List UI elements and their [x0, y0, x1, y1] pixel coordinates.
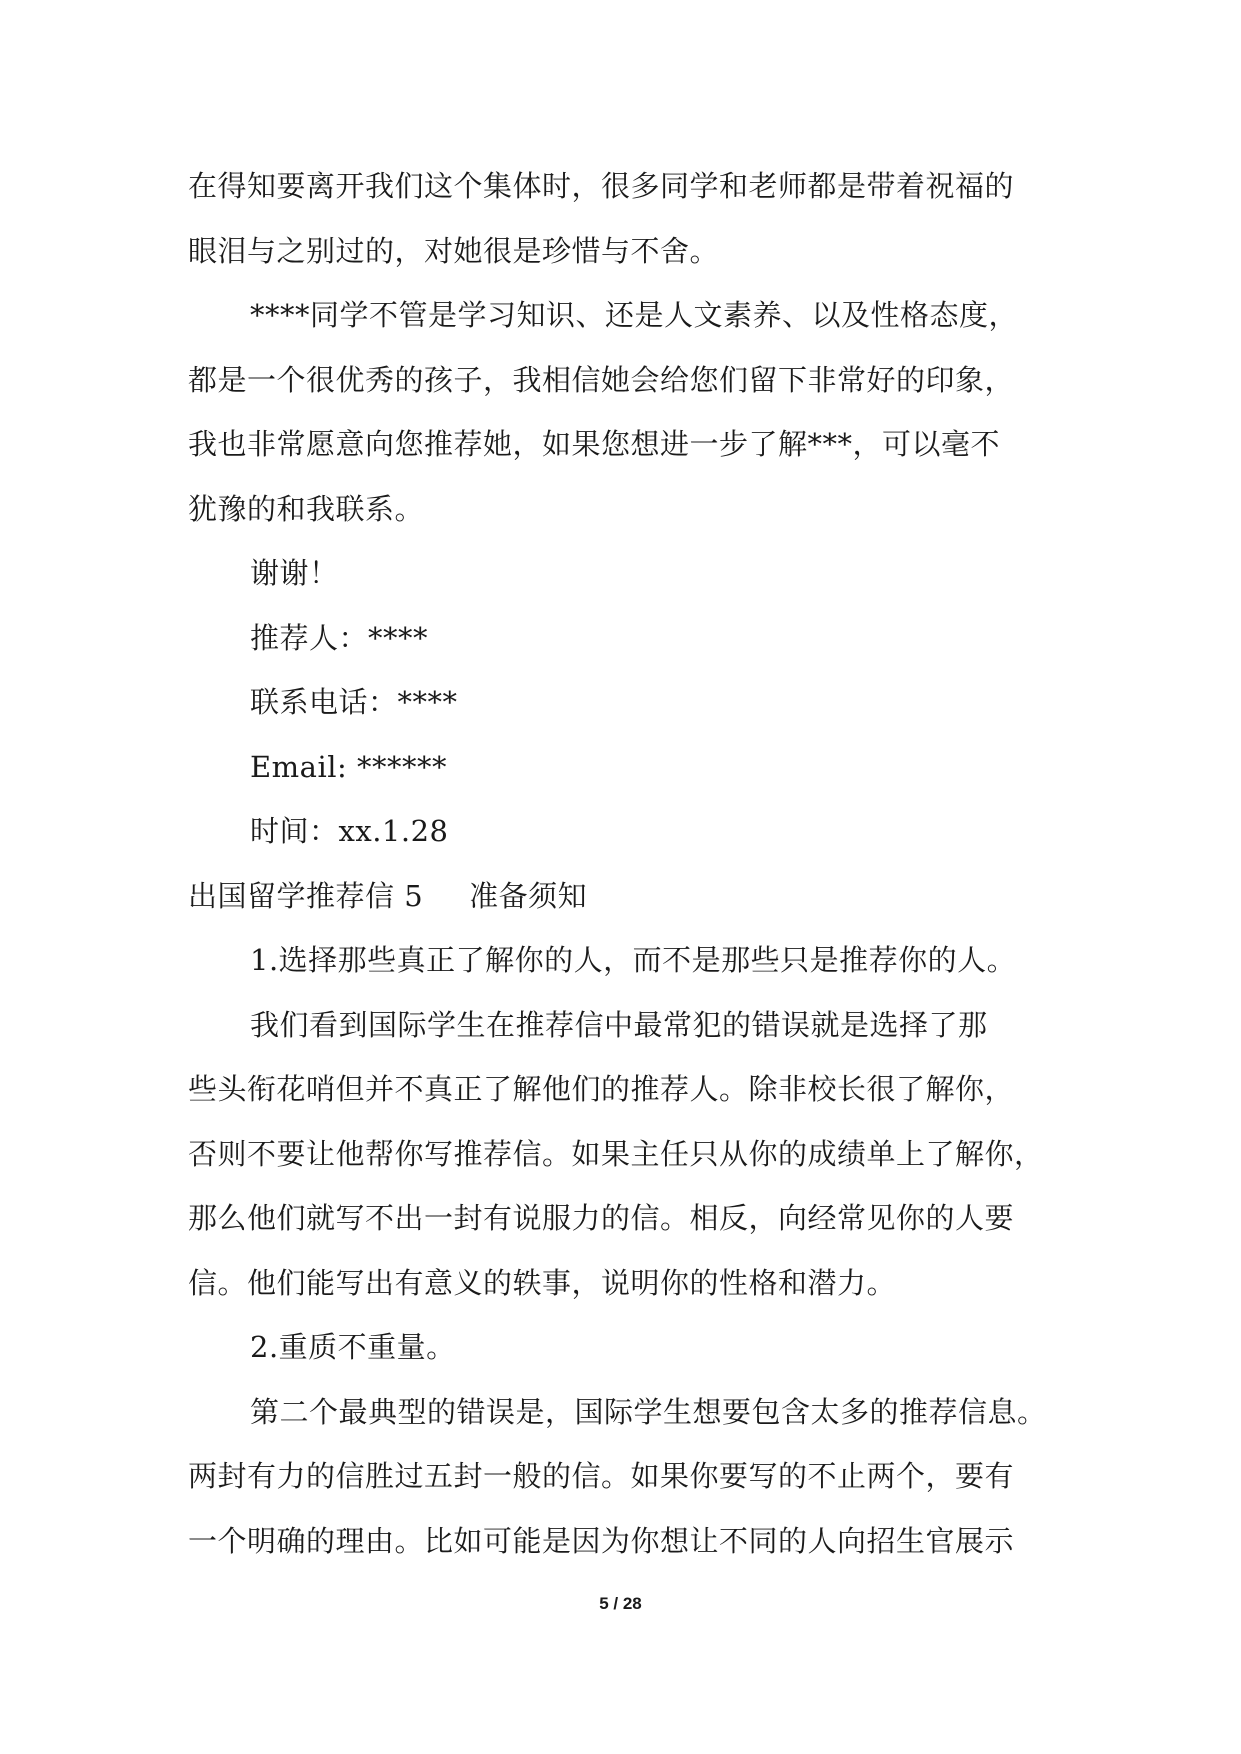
recommender-line: 推荐人：****: [250, 620, 429, 655]
section-title: 出国留学推荐信 5: [188, 878, 424, 913]
paragraph-line: 眼泪与之别过的，对她很是珍惜与不舍。: [188, 233, 720, 268]
paragraph-line: ****同学不管是学习知识、还是人文素养、以及性格态度，: [250, 298, 1019, 332]
page-number: 5 / 28: [599, 1594, 642, 1613]
date-line: 时间：xx.1.28: [250, 814, 449, 848]
paragraph-line: 第二个最典型的错误是，国际学生想要包含太多的推荐信息。: [250, 1394, 1047, 1429]
paragraph-line: 我也非常愿意向您推荐她，如果您想进一步了解***，可以毫不: [188, 427, 1001, 461]
paragraph-line: 都是一个很优秀的孩子，我相信她会给您们留下非常好的印象，: [188, 362, 1015, 397]
phone-line: 联系电话：****: [250, 685, 458, 719]
paragraph-line: 些头衔花哨但并不真正了解他们的推荐人。除非校长很了解你，: [188, 1072, 1015, 1106]
paragraph-line: 2.重质不重量。: [250, 1330, 456, 1364]
document-body: [188, 154, 1068, 1573]
paragraph-line: 两封有力的信胜过五封一般的信。如果你要写的不止两个，要有: [188, 1459, 1015, 1493]
paragraph-line: 那么他们就写不出一封有说服力的信。相反，向经常见你的人要: [188, 1201, 1015, 1235]
section-heading: [188, 864, 1068, 929]
paragraph-line: 犹豫的和我联系。: [188, 491, 425, 526]
paragraph-line: 1.选择那些真正了解你的人，而不是那些只是推荐你的人。: [250, 943, 1017, 977]
closing-thanks: 谢谢！: [250, 556, 339, 590]
paragraph-line: 我们看到国际学生在推荐信中最常犯的错误就是选择了那: [250, 1007, 988, 1042]
section-subtitle: 准备须知: [469, 878, 588, 913]
paragraph-line: 信。他们能写出有意义的轶事，说明你的性格和潜力。: [188, 1265, 897, 1300]
paragraph-line: 否则不要让他帮你写推荐信。如果主任只从你的成绩单上了解你，: [188, 1136, 1044, 1171]
paragraph-line: 在得知要离开我们这个集体时，很多同学和老师都是带着祝福的: [188, 169, 1015, 203]
email-line: Email: ******: [250, 749, 447, 784]
paragraph-line: 一个明确的理由。比如可能是因为你想让不同的人向招生官展示: [188, 1523, 1015, 1558]
